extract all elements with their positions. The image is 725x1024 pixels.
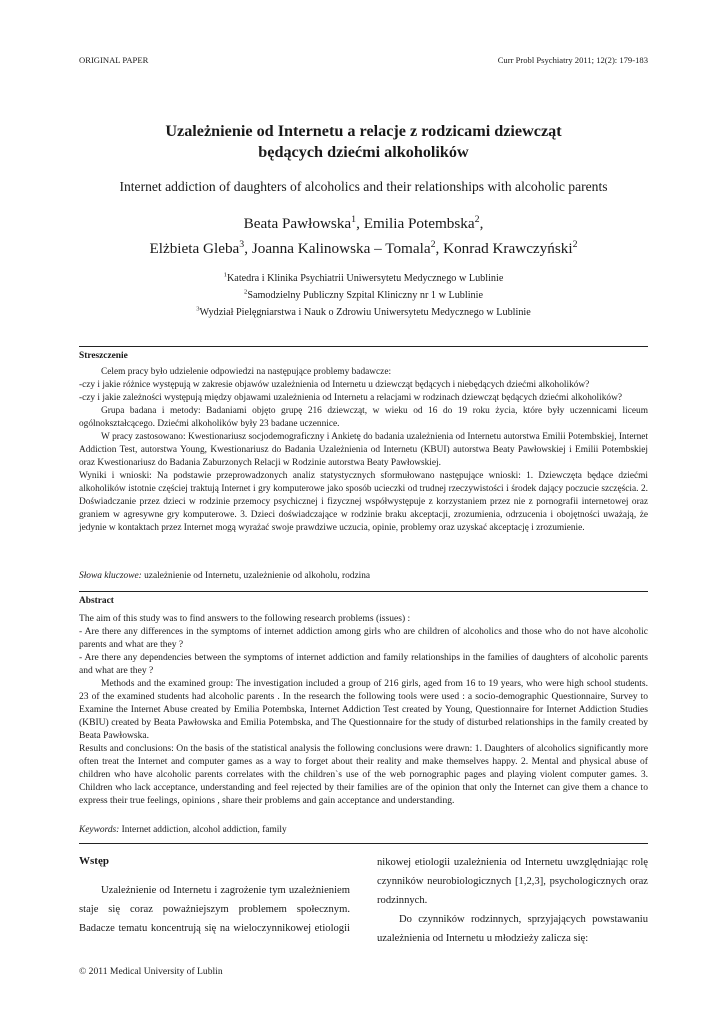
keywords-label: Keywords: (79, 825, 120, 835)
keywords-english (79, 825, 648, 835)
paper-page (79, 0, 648, 1024)
affiliation-3: $^3$Wydział Pielęgniarstwa i Nauk o Zdrowiu Uniwersytetu Medycznego w Lublinie (196, 305, 531, 318)
abstract-body (79, 612, 648, 807)
title-line-1: Uzależnienie od Internetu a relacje z rodzicami dziewcząt (165, 122, 562, 140)
author-affil-mark: 2 (572, 238, 578, 250)
journal-citation: Curr Probl Psychiatry 2011; 12(2): 179-183 (497, 55, 648, 65)
introduction-paragraph: Do czynników rodzinnych, sprzyjających powstawaniu uzależnienia od Internetu u młodzieży zalicza się: (377, 914, 648, 944)
streszczenie-paragraph: W pracy zastosowano: Kwestionariusz socjodemograficzny i Ankietę do badania uzależnienia od Internetu autorstwa Emilii Potembskiej, Internet Addiction Test, autorstwa Young, Kwestionariusz do Badania Uzależnienia od Internetu (KBUI) autorstwa Beaty Pawłowskiej i Emilii Potembskiej oraz Kwestionariusz do Badania Zaburzonych Relacji w Rodzinie autorstwa Beaty Pawłowskiej. (79, 432, 648, 468)
author-line-2: Elżbieta Gleba$^3$, Joanna Kalinowska – Tomala$^2$, Konrad Krawczyński$^2$ (149, 238, 578, 257)
author-affil-mark: 3 (239, 238, 245, 250)
streszczenie-paragraph: Wyniki i wnioski: Na podstawie przeprowadzonych analiz statystycznych sformułowano następujące wnioski: 1. Dziewczęta będące dziećmi alkoholików istotnie częściej traktują Internet i gry komputerowe jako sposób ucieczki od trudnej rzeczywistości i środek dający poczucie szczęścia. 2. Doświadczanie przez dzieci w rodzinie przemocy psychicznej i fizycznej współwystępuje z korzystaniem przez nie z pornografii internetowej oraz graniem w agresywne gry komputerowe. 3. Dzieci doświadczające w rodzinie braku akceptacji, zrozumienia, odrzucenia i obojętności uważają, że jedynie w kontaktach przez Internet mogą wyrażać swoje prawdziwe uczucia, opinie, problemy oraz uzyskać akceptację i zrozumienie. (79, 471, 648, 533)
abstract-paragraph: - Are there any differences in the symptoms of internet addiction among girls who are children of alcoholics and those who do not have alcoholic parents and what are they ? (79, 626, 648, 650)
streszczenie-heading: Streszczenie (79, 351, 128, 361)
author-name: Beata Pawłowska (243, 215, 352, 232)
affiliation-2: $^2$Samodzielny Publiczny Szpital Kliniczny nr 1 w Lublinie (244, 288, 483, 301)
streszczenie-paragraph: Grupa badana i metody: Badaniami objęto grupę 216 dziewcząt, w wieku od 16 do 19 roku życia, które były uczennicami liceum ogólnokształcącego. Dziećmi alkoholików były 23 badane uczennice. (79, 406, 648, 429)
keywords-text: Internet addiction, alcohol addiction, family (121, 825, 287, 835)
keywords-label: Słowa kluczowe: (79, 571, 142, 581)
author-affil-mark: 2 (474, 213, 480, 225)
section-divider (79, 843, 648, 844)
streszczenie-paragraph: Celem pracy było udzielenie odpowiedzi na następujące problemy badawcze: (101, 367, 392, 377)
running-header (79, 55, 648, 69)
author-line-1: Beata Pawłowska$^1$, Emilia Potembska$^2$, (243, 213, 484, 232)
streszczenie-paragraph: -czy i jakie zależności występują między objawami uzależnienia od Internetu a relacjami w rodzinach dziewcząt będących dziećmi alkoholików? (79, 393, 622, 403)
author-name: Emilia Potembska (363, 215, 475, 232)
streszczenie-paragraph: -czy i jakie różnice występują w zakresie objawów uzależnienia od Internetu u dziewcząt będących i niebędących dziećmi alkoholików? (79, 380, 590, 390)
author-list (79, 211, 648, 261)
body-column-left (79, 852, 350, 938)
author-name: Joanna Kalinowska – Tomala (251, 240, 431, 257)
abstract-paragraph: - Are there any dependencies between the symptoms of internet addiction and family relationships in the families of daughters of alcoholic parents and what are they ? (79, 652, 648, 676)
streszczenie-body (79, 366, 648, 535)
article-type-label: ORIGINAL PAPER (79, 55, 149, 65)
copyright-footer: © 2011 Medical University of Lublin (79, 966, 223, 977)
introduction-paragraph: Uzależnienie od Internetu i zagrożenie tym uzależnieniem staje się coraz poważniejszym problemem społecznym. Badacze tematu koncentrują się na wieloczynnikowej etiologii (79, 885, 350, 934)
affiliations (79, 270, 648, 321)
keywords-text: uzależnienie od Internetu, uzależnienie od alkoholu, rodzina (144, 571, 371, 581)
body-column-right (377, 853, 648, 948)
section-divider (79, 346, 648, 347)
title-line-2: będących dziećmi alkoholików (258, 143, 469, 161)
introduction-heading: Wstęp (79, 855, 109, 867)
author-affil-mark: 2 (430, 238, 436, 250)
introduction-paragraph-continued: nikowej etiologii uzależnienia od Internetu uwzględniając rolę czynników neurobiologicznych [1,2,3], psychologicznych oraz rodzinnych. (377, 857, 648, 906)
affiliation-1: $^1$Katedra i Klinika Psychiatrii Uniwersytetu Medycznego w Lublinie (223, 271, 504, 284)
section-divider (79, 591, 648, 592)
abstract-heading: Abstract (79, 596, 114, 606)
author-name: Konrad Krawczyński (443, 240, 573, 257)
paper-title (79, 121, 648, 163)
abstract-paragraph: Results and conclusions: On the basis of the statistical analysis the following conclusions were drawn: 1. Daughters of alcoholics significantly more often treat the Internet and computer games as a way to forget about their reality and make themselves happy. 2. Mental and physical abuse of children who have alcoholic parents correlates with the children`s use of the web pornographic pages and playing violent computer games. 3. Children who lack acceptance, understanding and feel rejected by their families are of the opinion that only the Internet can give them a chance to express their true feelings, opinions , share their problems and gain acceptance and understanding. (79, 743, 648, 806)
english-title: Internet addiction of daughters of alcoholics and their relationships with alcoholic parents (119, 179, 608, 194)
author-name: Elżbieta Gleba (149, 240, 240, 257)
abstract-paragraph: Methods and the examined group: The investigation included a group of 216 girls, aged from 16 to 19 years, who were high school students. 23 of the examined students had alcoholic parents . In the research the following tools were used : a socio-demographic Questionnaire, Survey to Examine the Internet Abuse created by Emilia Potembska, Internet Addiction Test created by Young, Questionnaire for Internet Addiction Studies (KBIU) created by Beata Pawłowska and Emilia Potembska, and The Questionnaire for the study of disturbed relationships in the family created by Beata Pawłowska. (79, 678, 648, 741)
author-affil-mark: 1 (351, 213, 357, 225)
abstract-paragraph: The aim of this study was to find answers to the following research problems (issues) : (79, 613, 411, 624)
keywords-polish (79, 571, 648, 581)
